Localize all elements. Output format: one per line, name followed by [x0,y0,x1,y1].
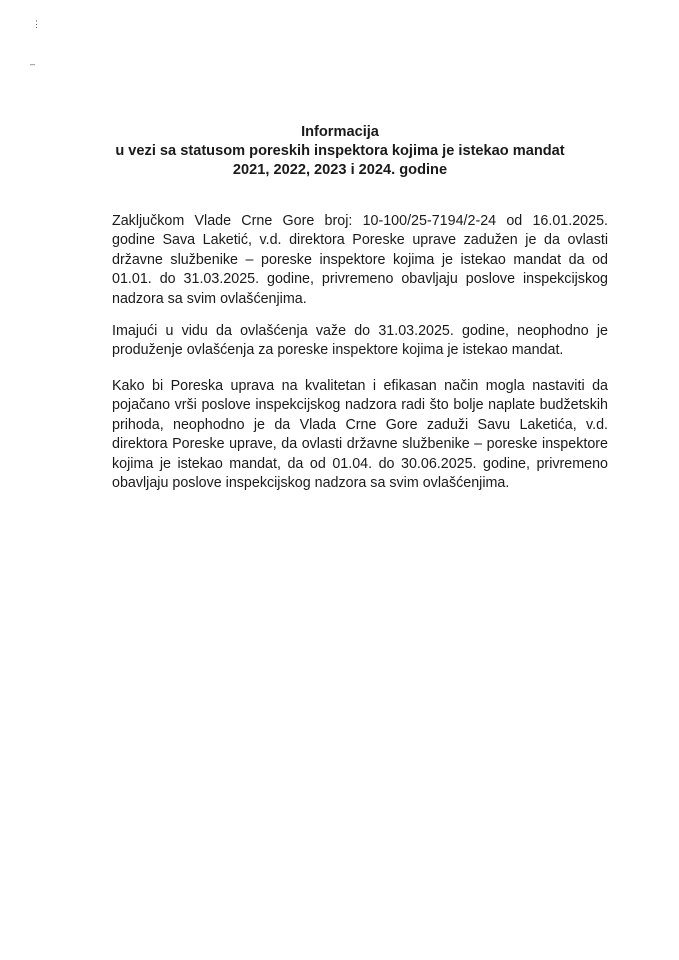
paragraph-2 [112,322,608,361]
title-line: Informacija [301,124,379,140]
paragraph-text: Kako bi Poreska uprava na kvalitetan i efikasan način mogla nastaviti da pojačano vrši poslove inspekcijskog nadzora radi što bolje naplate budžetskih prihoda, neophodno je da Vlada Crne Gore zaduži Savu Laketića, v.d. direktora Poreske uprave, da ovlasti državne službenike – poreske inspektore kojima je istekao mandat, da od 01.04. do 30.06.2025. godine, privremeno obavljaju poslove inspekcijskog nadzora sa svim ovlašćenjima. [112,378,608,492]
scan-artifact-mark: – [30,59,36,69]
title-line: u vezi sa statusom poreskih inspektora kojima je istekao mandat [115,143,565,159]
paragraph-text: Imajući u vidu da ovlašćenja važe do 31.03.2025. godine, neophodno je produženje ovlašćenja za poreske inspektore kojima je istekao mandat. [112,323,608,359]
paragraph-3 [112,377,608,493]
title-line: 2021, 2022, 2023 i 2024. godine [232,162,448,178]
paragraph-text: Zaključkom Vlade Crne Gore broj: 10-100/25-7194/2-24 od 16.01.2025. godine Sava Laketić, v.d. direktora Poreske uprave zadužen je da ovlasti državne službenike – poreske inspektore kojima je istekao mandat da od 01.01. do 31.03.2025. godine, privremeno obavljaju poslove inspekcijskog nadzora sa svim ovlašćenjima. [112,213,608,307]
document-title [60,123,620,180]
scan-artifact-mark: ⋮ [32,19,41,29]
paragraph-1 [112,212,608,309]
